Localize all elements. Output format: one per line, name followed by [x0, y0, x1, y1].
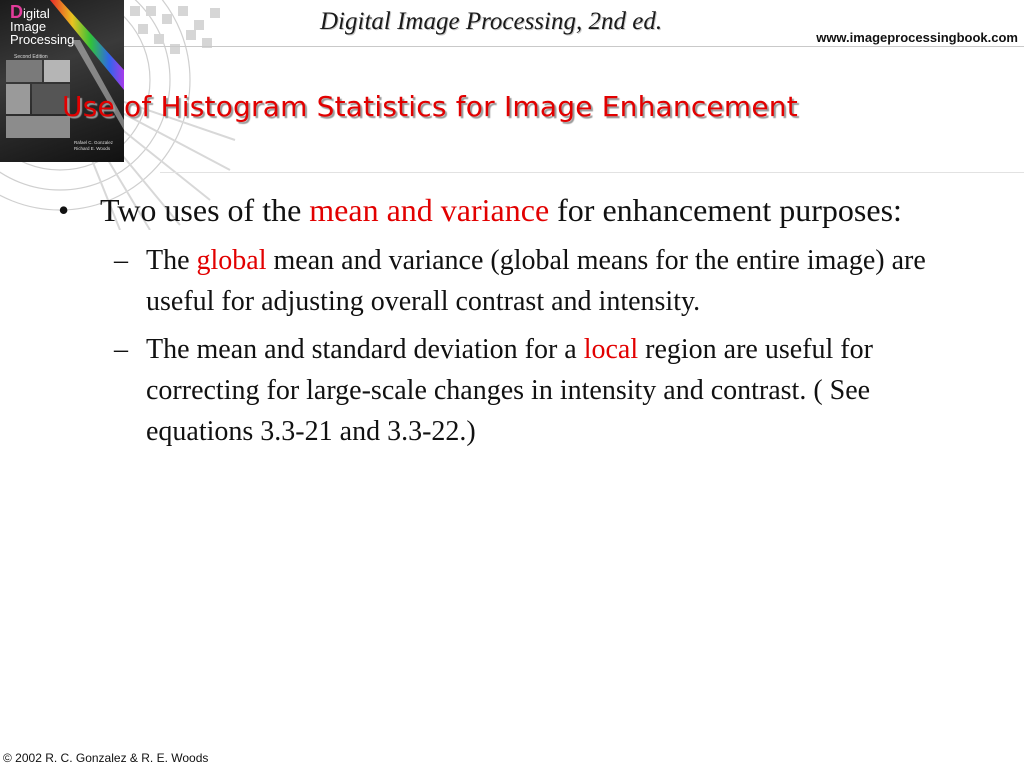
- cover-title: Digital Image Processing: [10, 2, 75, 47]
- sub-text-before: The mean and standard deviation for a: [146, 334, 584, 365]
- sub-bullet-global: [58, 240, 958, 322]
- slide-content: [58, 190, 958, 452]
- book-cover-image: [0, 0, 124, 162]
- sub-text-after: region are useful for correcting for large-scale changes in intensity and contrast. ( See equations 3.3-21 and 3.3-22.): [146, 334, 873, 447]
- book-title-header: Digital Image Processing, 2nd ed.: [320, 8, 663, 35]
- sub-text-before: The: [146, 245, 197, 276]
- sub-highlight-global: global: [196, 245, 267, 276]
- sub-highlight-local: local: [583, 334, 639, 365]
- header-divider: [124, 46, 1024, 47]
- bullet-item: [58, 190, 958, 230]
- website-link[interactable]: www.imageprocessingbook.com: [816, 30, 1018, 45]
- sub-bullet-mark: –: [114, 334, 128, 365]
- cover-edition: Second Edition: [14, 54, 48, 60]
- bullet-text-before: Two uses of the: [100, 192, 310, 228]
- sub-text-after: mean and variance (global means for the entire image) are useful for adjusting overall contrast and intensity.: [146, 245, 926, 317]
- title-divider: [160, 172, 1024, 173]
- sub-bullet-mark: –: [114, 245, 128, 276]
- bullet-mark: •: [58, 192, 70, 228]
- copyright-footer: © 2002 R. C. Gonzalez & R. E. Woods: [3, 751, 209, 765]
- sub-bullet-local: [58, 329, 958, 452]
- bullet-highlight: mean and variance: [309, 192, 550, 228]
- cover-authors: Rafael C. Gonzalez Richard E. Woods: [74, 140, 114, 151]
- bullet-text-after: for enhancement purposes:: [549, 192, 902, 228]
- slide-title: Use of Histogram Statistics for Image Enhancement: [62, 90, 798, 123]
